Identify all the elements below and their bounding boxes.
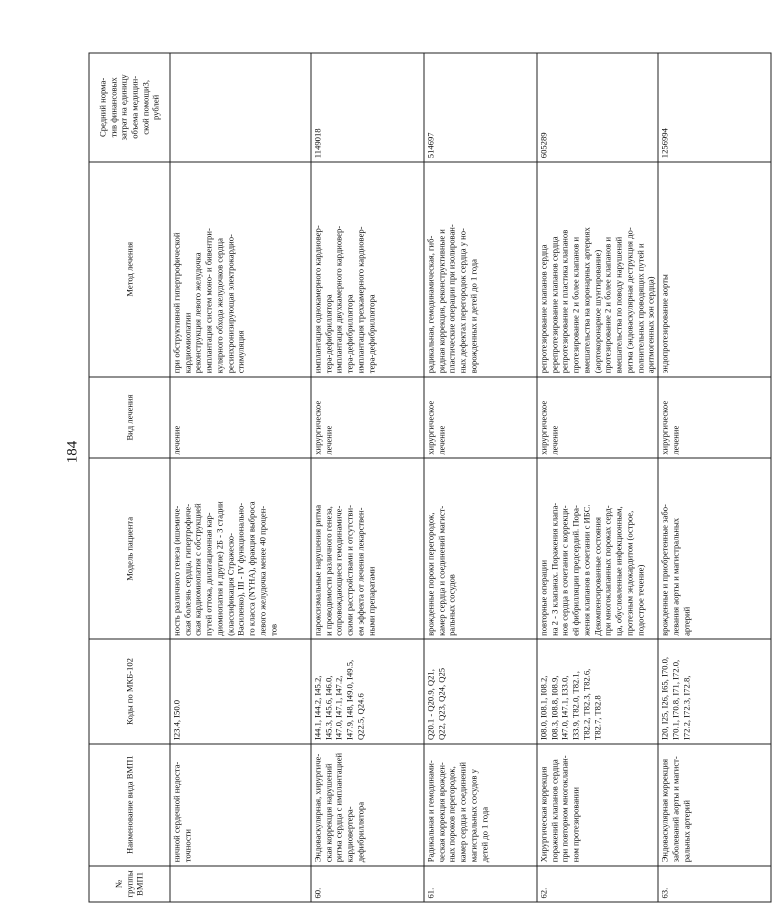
- table-row: [311, 53, 424, 902]
- patient-model: ность различного генеза (ишемиче- ская болезнь сердца, гипертрофиче- ская кардиомиопатия с обструкцией путей оттока, дилатационная кар- диомиопатия и другие) 2Б - 3 стадии (классификация Стражеско- Василенко), III - IV функционально- го класса (NYHA), фракция выброса левого желудочка менее 40 процен- тов: [170, 458, 311, 639]
- icd-codes: Q20.1 - Q20.9, Q21, Q22, Q23, Q24, Q25: [424, 639, 537, 743]
- group-number: 63.: [658, 866, 771, 902]
- patient-model: пароксизмальные нарушения ритма и проводимости различного генеза, сопровождающиеся гемодинамиче- скими расстройствами и отсутстви- ем эффекта от лечения лекарствен- ными препаратами: [311, 458, 424, 639]
- vmp-table: [89, 53, 772, 903]
- col-header-vmp-name: Наименование вида ВМП1: [89, 744, 170, 866]
- treatment-method: радикальная, гемодинамическая, гиб- ридная коррекция, реконструктивные и пластические операции при изолирован- ных дефектах перегородок сердца у но- ворожденных и детей до 1 года: [424, 162, 537, 377]
- vmp-name: Эндоваскулярная коррекция заболеваний аорты и магист- ральных артерий: [658, 744, 771, 866]
- cost: 605289: [537, 53, 658, 162]
- group-number: 61.: [424, 866, 537, 902]
- cost: [170, 53, 311, 162]
- col-header-treatment-method: Метод лечения: [89, 162, 170, 377]
- vmp-name: ничной сердечной недоста- точности: [170, 744, 311, 866]
- table-row: [658, 53, 771, 902]
- patient-model: врожденные пороки перегородок, камер сердца и соединений магист- ральных сосудов: [424, 458, 537, 639]
- table-row: [537, 53, 658, 902]
- patient-model: врожденные и приобретенные забо- левания аорты и магистральных артерий: [658, 458, 771, 639]
- treatment-method: эндопротезирование аорты: [658, 162, 771, 377]
- cost: 514697: [424, 53, 537, 162]
- group-number: 62.: [537, 866, 658, 902]
- table-row: [170, 53, 311, 902]
- treatment-type: хирургическое лечение: [658, 377, 771, 459]
- header-row: [89, 53, 170, 902]
- icd-codes: I44.1, I44.2, I45.2, I45.3, I45.6, I46.0, I47.0, I47.1, I47.2, I47.9, I48, I49.0, I49.5, Q22.5, Q24.6: [311, 639, 424, 743]
- col-header-cost: Средний норма- тив финансовых затрат на единицу объема медицин- ской помощи3, рублей: [89, 53, 170, 162]
- group-number: 60.: [311, 866, 424, 902]
- treatment-method: при обструктивной гипертрофической кардиомиопатии реконструкция левого желудочка имплантация систем моно- и бивентри- кулярного обхода желудочков сердца ресинхронизирующая электрокардио- стимуляция: [170, 162, 311, 377]
- treatment-method: репротезирование клапанов сердца ререпротезирование клапанов сердца репротезирование и пластика клапанов протезирование 2 и более клапанов и вмешательства на коронарных артериях (аортокоронарное шунтирование) протезирование 2 и более клапанов и вмешательства по поводу нарушений ритма (эндоваскулярная деструкция до- полнительных проводящих путей и аритмогенных зон сердца): [537, 162, 658, 377]
- cost: 1256994: [658, 53, 771, 162]
- treatment-type: хирургическое лечение: [311, 377, 424, 459]
- treatment-type: хирургическое лечение: [424, 377, 537, 459]
- icd-codes: I23.4, I50.0: [170, 639, 311, 743]
- icd-codes: I20, I25, I26, I65, I70.0, I70.1, I70.8, I71, I72.0, I72.2, I72.3, I72.8,: [658, 639, 771, 743]
- cost: 1149018: [311, 53, 424, 162]
- treatment-type: хирургическое лечение: [537, 377, 658, 459]
- rotated-page: [1, 0, 692, 905]
- group-number: [170, 866, 311, 902]
- vmp-name: Хирургическая коррекция поражений клапанов сердца при повторном многоклапан- ном протезировании: [537, 744, 658, 866]
- col-header-number: № группы ВМП1: [89, 866, 170, 902]
- vmp-name: Радикальная и гемодинами- ческая коррекция врожден- ных пороков перегородок, камер сердца и соединений магистральных сосудов у детей до 1 года: [424, 744, 537, 866]
- col-header-patient-model: Модель пациента: [89, 458, 170, 639]
- col-header-treatment-type: Вид лечения: [89, 377, 170, 459]
- icd-codes: I08.0, I08.1, I08.2, I08.3, I08.8, I08.9, I47.0, I47.1, I33.0, I33.9, T82.0, T82.1, T82.2, T82.3, T82.6, T82.7, T82.8: [537, 639, 658, 743]
- vmp-name: Эндоваскулярная, хирургиче- ская коррекция нарушений ритма сердца с имплантацией кардиовертера- дефибриллятора: [311, 744, 424, 866]
- treatment-type: лечение: [170, 377, 311, 459]
- col-header-icd-codes: Коды по МКБ-102: [89, 639, 170, 743]
- page-number: 184: [64, 440, 81, 464]
- table-row: [424, 53, 537, 902]
- treatment-method: имплантация однокамерного кардиовер- тера-дефибриллятора имплантация двухкамерного кардиовер- тера-дефибриллятора имплантация трехкамерного кардиовер- тера-дефибриллятора: [311, 162, 424, 377]
- patient-model: повторные операции на 2 - 3 клапанах. Поражения клапа- нов сердца в сочетании с коррекци- ей фибрилляции предсердий. Пора- жения клапанов в сочетании с ИБС. Декомпенсированные состояния при многоклапанных пороках серд- ца, обусловленные инфекционным, протезным эндокардитом (острое, подострое течение): [537, 458, 658, 639]
